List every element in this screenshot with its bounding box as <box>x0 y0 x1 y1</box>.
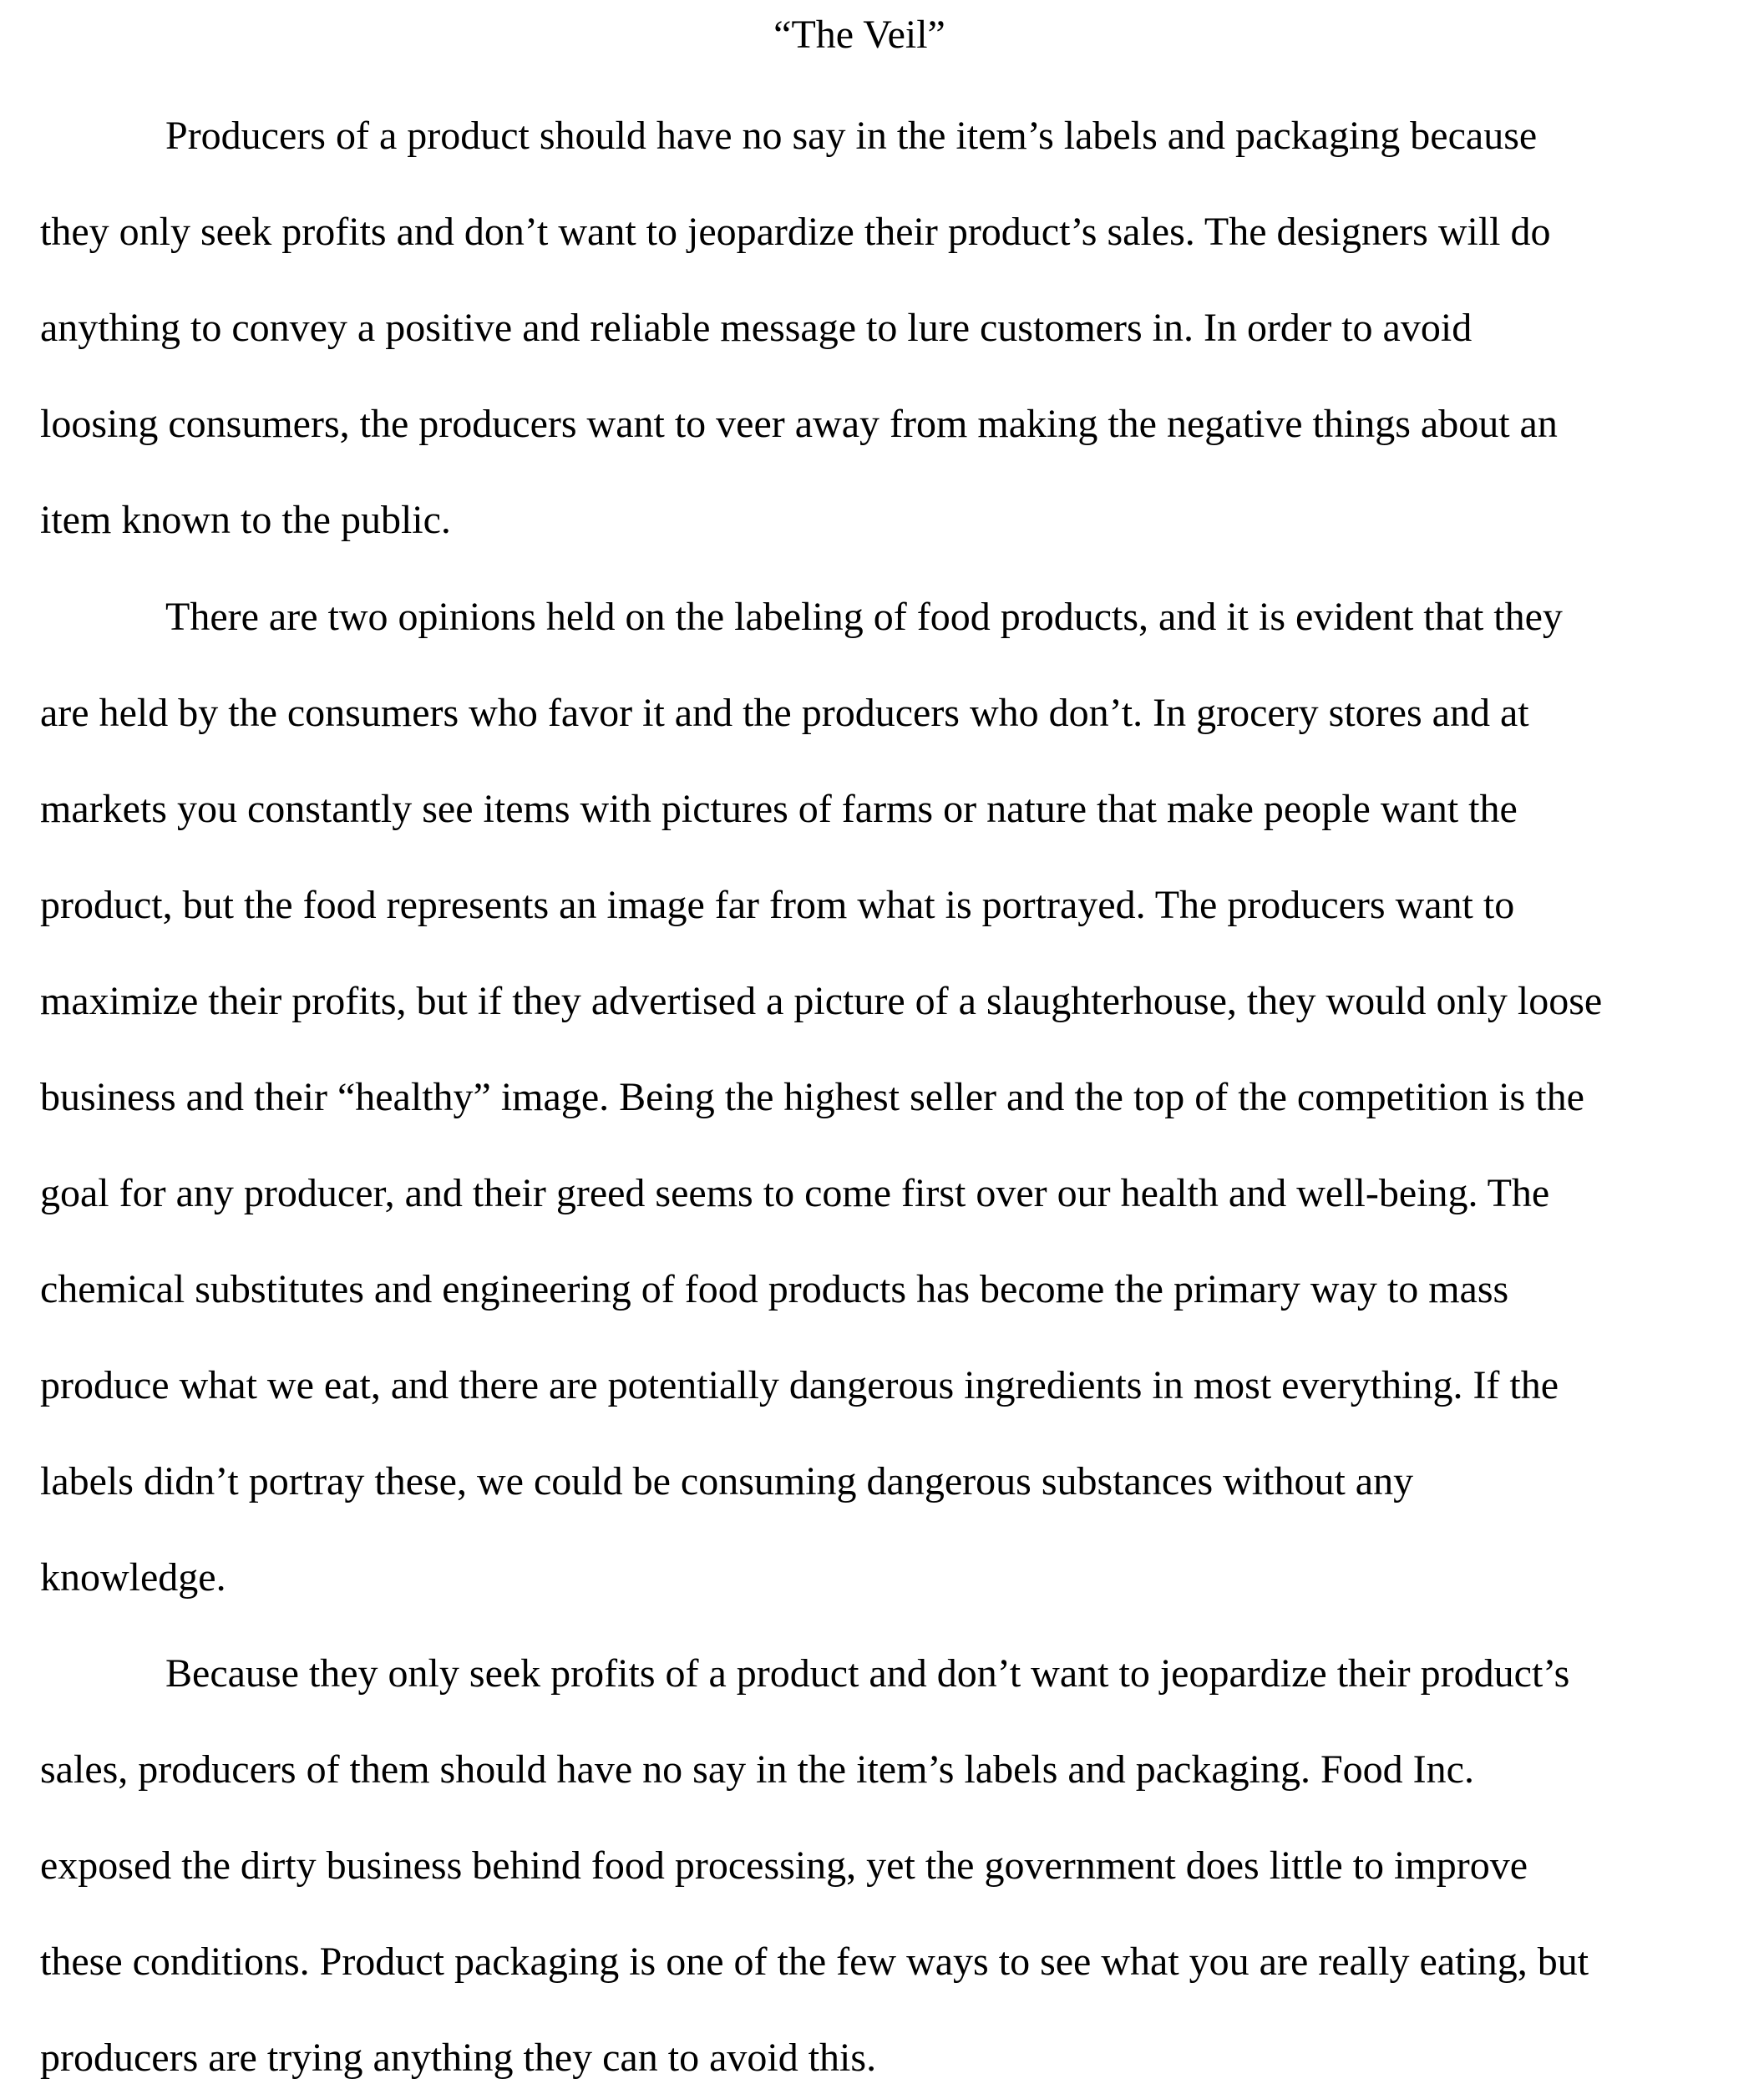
paragraph-3-line-2: sales, producers of them should have no say in the item’s labels and packaging. Food Inc. <box>40 1747 1474 1792</box>
paragraph-2-line-9: produce what we eat, and there are potentially dangerous ingredients in most everything. If the <box>40 1363 1559 1407</box>
paragraph-1-line-2: they only seek profits and don’t want to jeopardize their product’s sales. The designers will do <box>40 210 1551 254</box>
paragraph-2-line-11: knowledge. <box>40 1555 226 1600</box>
paragraph-3-line-5: producers are trying anything they can to avoid this. <box>40 2036 877 2080</box>
paragraph-2-line-5: maximize their profits, but if they advertised a picture of a slaughterhouse, they would only loose <box>40 979 1603 1023</box>
paragraph-1-line-5: item known to the public. <box>40 498 451 542</box>
paragraph-1-line-1: Producers of a product should have no say in the item’s labels and packaging because <box>165 114 1538 158</box>
paragraph-2-line-10: labels didn’t portray these, we could be consuming dangerous substances without any <box>40 1459 1414 1503</box>
paragraph-3-line-4: these conditions. Product packaging is one of the few ways to see what you are really eating, but <box>40 1939 1589 1984</box>
paragraph-3-line-1: Because they only seek profits of a product and don’t want to jeopardize their product’s <box>165 1651 1570 1696</box>
paragraph-1-line-4: loosing consumers, the producers want to veer away from making the negative things about an <box>40 402 1558 446</box>
paragraph-2-line-4: product, but the food represents an image far from what is portrayed. The producers want to <box>40 883 1515 927</box>
paragraph-2-line-7: goal for any producer, and their greed seems to come first over our health and well-being. The <box>40 1171 1550 1215</box>
paragraph-2-line-1: There are two opinions held on the labeling of food products, and it is evident that they <box>165 595 1563 639</box>
paragraph-2-line-6: business and their “healthy” image. Being the highest seller and the top of the competition is the <box>40 1075 1584 1119</box>
paragraph-3-line-3: exposed the dirty business behind food processing, yet the government does little to improve <box>40 1843 1528 1888</box>
paragraph-1-line-3: anything to convey a positive and reliable message to lure customers in. In order to avoid <box>40 306 1473 350</box>
document-title: “The Veil” <box>773 13 945 57</box>
paragraph-2-line-8: chemical substitutes and engineering of food products has become the primary way to mass <box>40 1267 1509 1311</box>
paragraph-2-line-2: are held by the consumers who favor it and the producers who don’t. In grocery stores and at <box>40 691 1529 735</box>
paragraph-2-line-3: markets you constantly see items with pictures of farms or nature that make people want the <box>40 787 1518 831</box>
